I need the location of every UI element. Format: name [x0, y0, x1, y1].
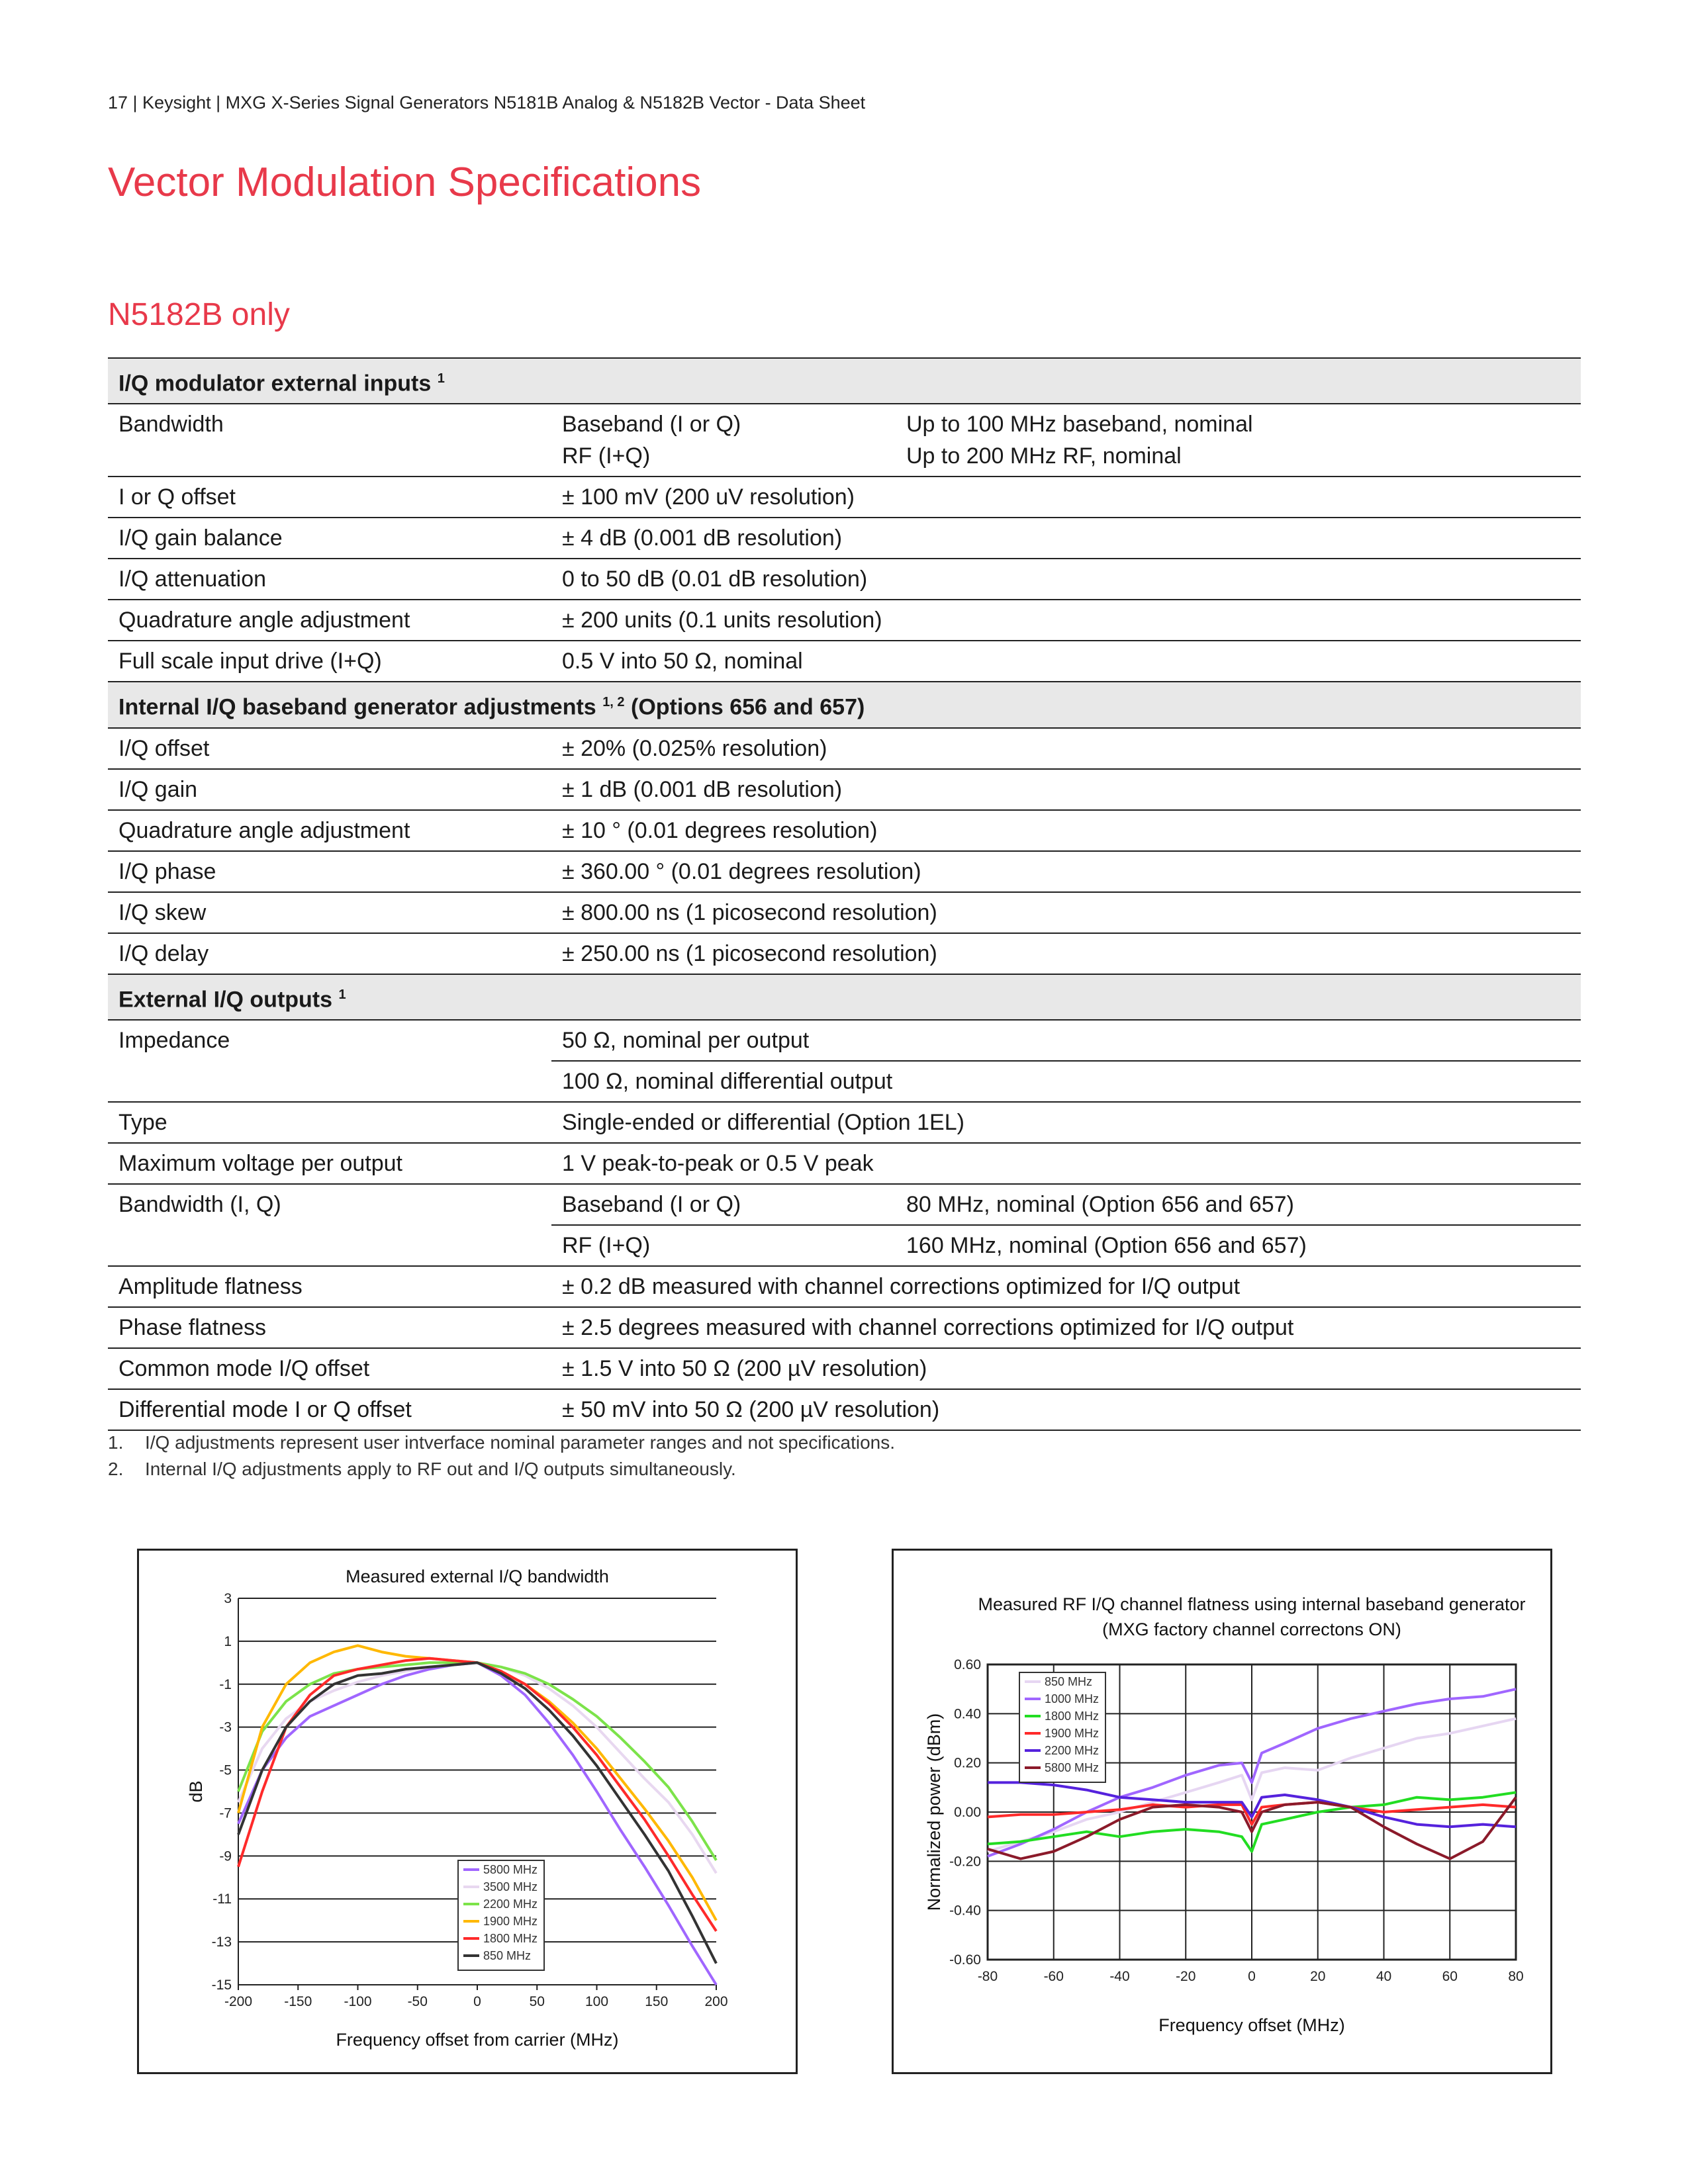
bandwidth-chart-svg [139, 1551, 796, 2072]
group-label: External I/Q outputs [118, 986, 333, 1012]
legend-label: 850 MHz [1045, 1675, 1093, 1688]
y-tick-label: -0.60 [949, 1952, 981, 1968]
row-label: Phase flatness [108, 1307, 551, 1348]
x-tick-label: 0 [1248, 1969, 1256, 1984]
table-row [108, 518, 1581, 559]
row-value: 1 V peak-to-peak or 0.5 V peak [551, 1143, 1581, 1184]
footnote-ref: 1, 2 [602, 695, 625, 710]
group-label: I/Q modulator external inputs [118, 371, 432, 396]
row-value: ± 360.00 ° (0.01 degrees resolution) [551, 851, 1581, 892]
row-label: I/Q gain [108, 769, 551, 810]
footnote-ref: 1 [338, 987, 346, 1002]
y-tick-label: -13 [211, 1934, 232, 1950]
flatness-chart [892, 1549, 1552, 2074]
row-label: Maximum voltage per output [108, 1143, 551, 1184]
row-value: ± 200 units (0.1 units resolution) [551, 600, 1581, 641]
y-axis-label: dB [186, 1780, 206, 1803]
row-value: 0 to 50 dB (0.01 dB resolution) [551, 559, 1581, 600]
legend-label: 5800 MHz [483, 1863, 538, 1876]
row-label: I/Q gain balance [108, 518, 551, 559]
y-tick-label: -7 [219, 1805, 232, 1821]
y-tick-label: -3 [219, 1719, 232, 1735]
table-row [108, 851, 1581, 892]
row-label: I or Q offset [108, 477, 551, 518]
x-tick-label: -50 [407, 1994, 428, 2009]
bandwidth-chart [137, 1549, 798, 2074]
row-label: I/Q offset [108, 728, 551, 769]
legend-label: 2200 MHz [1045, 1744, 1100, 1757]
table-row [108, 1102, 1581, 1143]
x-tick-label: -20 [1176, 1969, 1196, 1984]
row-sub-line: RF (I+Q) [562, 443, 651, 469]
table-row [108, 728, 1581, 769]
row-value: 50 Ω, nominal per output [551, 1020, 1581, 1061]
footnote-text: I/Q adjustments represent user intverface nominal parameter ranges and not specifications. [145, 1432, 896, 1453]
table-row [108, 1266, 1581, 1307]
y-tick-label: 0.40 [954, 1706, 981, 1722]
row-value: 160 MHz, nominal (Option 656 and 657) [896, 1225, 1581, 1266]
y-tick-label: -11 [212, 1891, 232, 1907]
row-value: ± 0.2 dB measured with channel corrections optimized for I/Q output [551, 1266, 1581, 1307]
row-value: 80 MHz, nominal (Option 656 and 657) [896, 1184, 1581, 1225]
x-tick-label: -100 [344, 1994, 372, 2009]
page-header: 17 | Keysight | MXG X-Series Signal Generators N5181B Analog & N5182B Vector - Data Sheet [108, 93, 866, 113]
row-label: Amplitude flatness [108, 1266, 551, 1307]
row-value: ± 2.5 degrees measured with channel corrections optimized for I/Q output [551, 1307, 1581, 1348]
footnote-number: 2. [108, 1459, 124, 1479]
table-row [108, 559, 1581, 600]
table-row [108, 769, 1581, 810]
x-tick-label: 0 [473, 1994, 481, 2009]
row-label: Bandwidth [108, 404, 551, 477]
table-row [108, 892, 1581, 933]
table-row [108, 1143, 1581, 1184]
row-label: Quadrature angle adjustment [108, 810, 551, 851]
y-axis-label: Normalized power (dBm) [924, 1713, 944, 1911]
legend-label: 2200 MHz [483, 1897, 538, 1911]
row-label: Quadrature angle adjustment [108, 600, 551, 641]
row-value: ± 1 dB (0.001 dB resolution) [551, 769, 1581, 810]
table-group-header [108, 974, 1581, 1020]
table-row [108, 641, 1581, 682]
row-sub: Baseband (I or Q) [551, 1184, 896, 1225]
row-label: I/Q phase [108, 851, 551, 892]
table-row [108, 404, 1581, 477]
table-row [108, 933, 1581, 974]
row-label: Common mode I/Q offset [108, 1348, 551, 1389]
spec-table [108, 357, 1581, 1431]
x-tick-label: 150 [645, 1994, 669, 2009]
chart-subtitle: (MXG factory channel correctons ON) [1102, 1619, 1401, 1639]
legend-label: 1900 MHz [483, 1915, 538, 1928]
footnote-number: 1. [108, 1432, 124, 1453]
x-tick-label: 60 [1442, 1969, 1458, 1984]
footnote [108, 1456, 895, 1482]
row-label: Differential mode I or Q offset [108, 1389, 551, 1430]
y-tick-label: -1 [219, 1676, 232, 1692]
row-value: ± 10 ° (0.01 degrees resolution) [551, 810, 1581, 851]
x-axis-label: Frequency offset from carrier (MHz) [336, 2030, 619, 2050]
group-label-tail: (Options 656 and 657) [624, 694, 865, 720]
row-sub: RF (I+Q) [551, 1225, 896, 1266]
row-value: ± 50 mV into 50 Ω (200 µV resolution) [551, 1389, 1581, 1430]
row-value: ± 100 mV (200 uV resolution) [551, 477, 1581, 518]
row-label: I/Q delay [108, 933, 551, 974]
row-label: Bandwidth (I, Q) [108, 1184, 551, 1266]
chart-title: Measured RF I/Q channel flatness using internal baseband generator [978, 1594, 1526, 1614]
y-tick-label: -5 [219, 1762, 232, 1778]
y-tick-label: -15 [211, 1978, 232, 1993]
row-value-line: Up to 200 MHz RF, nominal [906, 443, 1182, 469]
y-tick-label: 1 [224, 1633, 232, 1649]
row-value: ± 4 dB (0.001 dB resolution) [551, 518, 1581, 559]
row-sub [551, 404, 896, 477]
chart-title: Measured external I/Q bandwidth [346, 1567, 609, 1586]
legend-label: 1900 MHz [1045, 1727, 1100, 1740]
row-value-line: Up to 100 MHz baseband, nominal [906, 412, 1253, 437]
row-value: Single-ended or differential (Option 1EL) [551, 1102, 1581, 1143]
legend-label: 850 MHz [483, 1949, 532, 1962]
x-axis-label: Frequency offset (MHz) [1158, 2015, 1345, 2035]
y-tick-label: -9 [219, 1848, 232, 1864]
y-tick-label: -0.40 [949, 1903, 981, 1919]
x-tick-label: 100 [585, 1994, 609, 2009]
row-label: Impedance [108, 1020, 551, 1102]
table-group-header [108, 682, 1581, 727]
footnotes [108, 1430, 895, 1482]
footnote-ref: 1 [437, 371, 445, 386]
row-value: ± 250.00 ns (1 picosecond resolution) [551, 933, 1581, 974]
series-line-2200-mhz [238, 1662, 716, 1860]
y-tick-label: 3 [224, 1591, 232, 1606]
row-label: I/Q attenuation [108, 559, 551, 600]
row-value: ± 800.00 ns (1 picosecond resolution) [551, 892, 1581, 933]
legend-label: 1800 MHz [1045, 1709, 1100, 1723]
x-tick-label: -150 [284, 1994, 312, 2009]
table-row [108, 1307, 1581, 1348]
table-row [108, 1348, 1581, 1389]
footnote [108, 1430, 895, 1456]
row-sub-line: Baseband (I or Q) [562, 412, 741, 437]
x-tick-label: 40 [1376, 1969, 1392, 1984]
footnote-text: Internal I/Q adjustments apply to RF out and I/Q outputs simultaneously. [145, 1459, 736, 1479]
legend-label: 1000 MHz [1045, 1692, 1100, 1706]
legend-label: 1800 MHz [483, 1932, 538, 1945]
group-label: Internal I/Q baseband generator adjustments [118, 694, 596, 720]
x-tick-label: 20 [1310, 1969, 1326, 1984]
section-title: N5182B only [108, 297, 290, 332]
table-row [108, 477, 1581, 518]
legend-label: 3500 MHz [483, 1880, 538, 1893]
x-tick-label: 50 [529, 1994, 545, 2009]
table-row [108, 1389, 1581, 1430]
row-value: 100 Ω, nominal differential output [551, 1061, 1581, 1102]
x-tick-label: -200 [224, 1994, 253, 2009]
table-row [108, 1020, 1581, 1061]
x-tick-label: 80 [1508, 1969, 1524, 1984]
x-tick-label: 200 [704, 1994, 728, 2009]
y-tick-label: 0.60 [954, 1657, 981, 1672]
x-tick-label: -60 [1043, 1969, 1064, 1984]
table-row [108, 1184, 1581, 1225]
row-label: Type [108, 1102, 551, 1143]
row-label: Full scale input drive (I+Q) [108, 641, 551, 682]
x-tick-label: -40 [1109, 1969, 1130, 1984]
row-value: 0.5 V into 50 Ω, nominal [551, 641, 1581, 682]
y-tick-label: 0.20 [954, 1755, 981, 1771]
row-value: ± 20% (0.025% resolution) [551, 728, 1581, 769]
page-title: Vector Modulation Specifications [108, 159, 702, 205]
row-value: ± 1.5 V into 50 Ω (200 µV resolution) [551, 1348, 1581, 1389]
x-tick-label: -80 [977, 1969, 998, 1984]
legend-label: 5800 MHz [1045, 1761, 1100, 1774]
row-value [896, 404, 1581, 477]
table-row [108, 600, 1581, 641]
flatness-chart-svg [894, 1551, 1550, 2072]
table-group-header [108, 358, 1581, 404]
row-label: I/Q skew [108, 892, 551, 933]
y-tick-label: -0.20 [949, 1854, 981, 1870]
y-tick-label: 0.00 [954, 1805, 981, 1820]
table-row [108, 810, 1581, 851]
